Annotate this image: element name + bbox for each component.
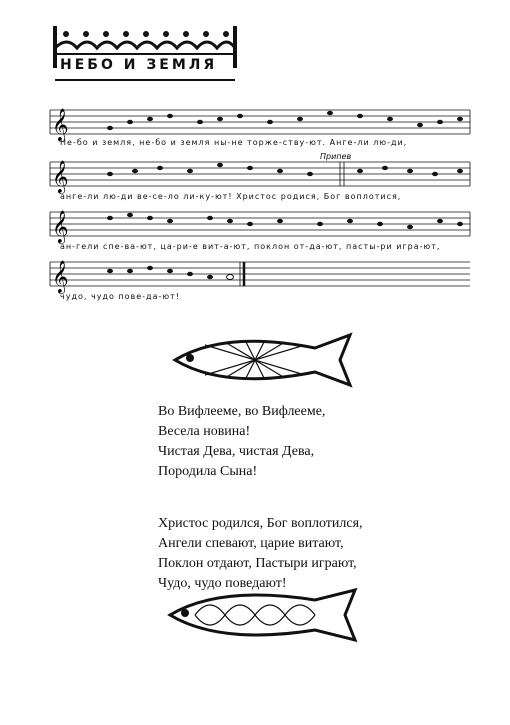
verse-2-line: Ангели спевают, царие витают, <box>158 536 344 551</box>
page-title: НЕБО И ЗЕМЛЯ <box>60 57 218 73</box>
lyrics-line-3: ан-гели спе-ва-ют, ца-ри-е вит-а-ют, поклон от-да-ют, пасты-ри игра-ют, <box>60 242 441 251</box>
verse-1-line: Весела новина! <box>158 424 251 439</box>
verse-2-line: Чудо, чудо поведают! <box>158 576 287 591</box>
lyrics-line-2: анге-ли лю-ди ве-се-ло ли-ку-ют! Христос родися, Бог воплотися, <box>60 192 402 201</box>
verse-1 <box>158 402 325 482</box>
verse-1-line: Во Вифлееме, во Вифлееме, <box>158 404 326 419</box>
svg-text:𝄞: 𝄞 <box>52 160 69 193</box>
svg-text:𝄞: 𝄞 <box>52 210 69 243</box>
svg-text:𝄞: 𝄞 <box>52 260 69 293</box>
lyrics-line-1: Не-бо и земля, не-бо и земля ны-не торже-ству-ют. Анге-ли лю-ди, <box>60 138 408 147</box>
verse-1-line: Чистая Дева, чистая Дева, <box>158 444 315 459</box>
fish-ornament-bottom <box>150 585 365 645</box>
svg-text:𝄞: 𝄞 <box>52 108 69 141</box>
verse-1-line: Породила Сына! <box>158 464 258 479</box>
fish-ornament-top <box>165 330 360 390</box>
title-ornament <box>45 18 245 88</box>
lyrics-line-4: чудо, чудо пове-да-ют! <box>60 292 180 301</box>
verse-2-line: Христос родился, Бог воплотился, <box>158 516 363 531</box>
verse-2 <box>158 514 363 594</box>
verse-2-line: Поклон отдают, Пастыри играют, <box>158 556 357 571</box>
refrain-label: Припев <box>320 152 352 161</box>
